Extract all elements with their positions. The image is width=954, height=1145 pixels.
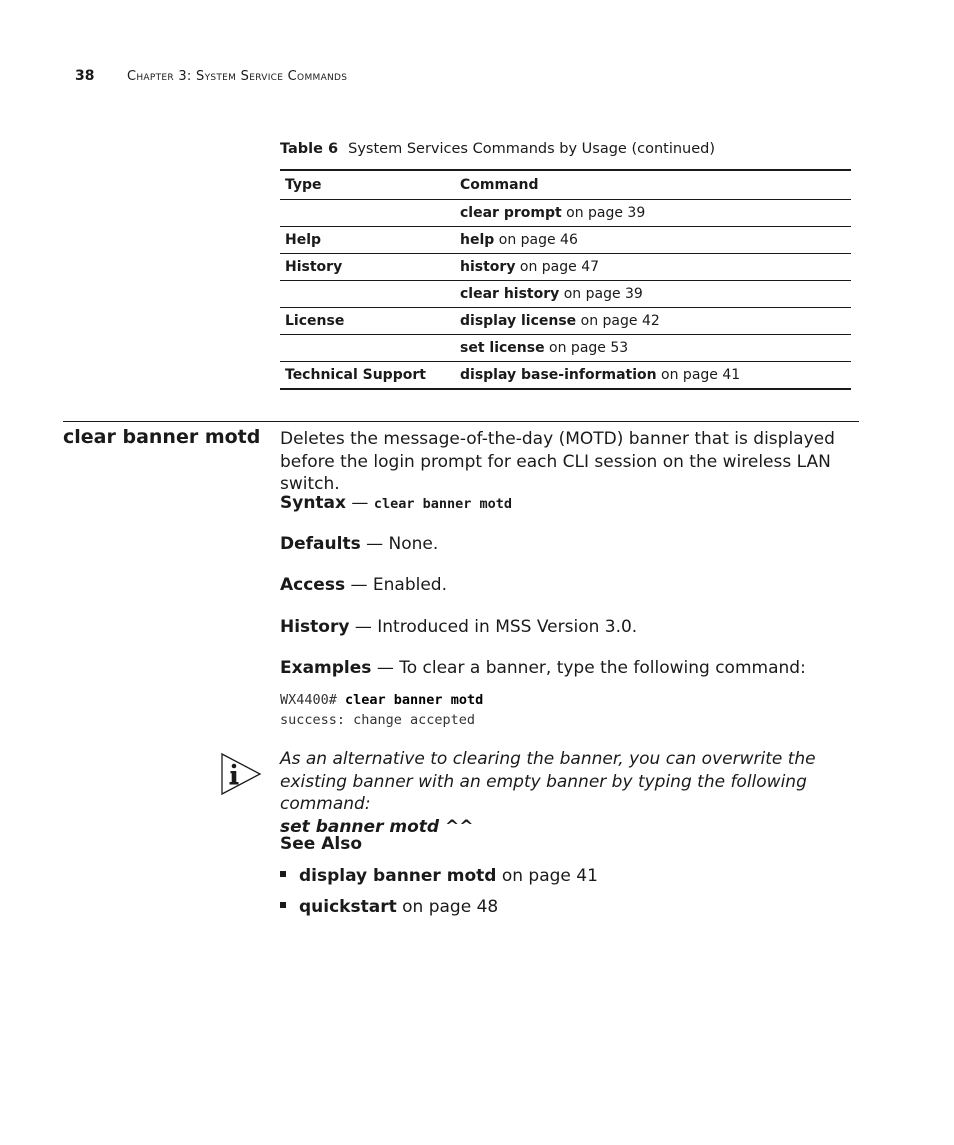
page-number: 38 <box>75 68 95 84</box>
table-row <box>280 227 851 254</box>
see-also-link[interactable]: quickstart <box>299 897 397 917</box>
page-ref: on page 46 <box>498 232 578 248</box>
table-row <box>280 254 851 281</box>
type-cell: Technical Support <box>285 367 426 383</box>
section-title: clear banner motd <box>63 426 261 448</box>
access-line <box>280 574 855 597</box>
page-ref: on page 53 <box>549 340 629 356</box>
page-ref: on page 41 <box>661 367 741 383</box>
defaults-line <box>280 533 855 556</box>
column-header-command: Command <box>460 177 539 193</box>
note-body: As an alternative to clearing the banner, you can overwrite the existing banner with an empty banner by typing the following command: <box>280 749 816 814</box>
code-output: success: change accepted <box>280 712 476 728</box>
table-header-row <box>280 170 851 200</box>
examples-line <box>280 657 855 680</box>
bullet-icon <box>280 902 286 908</box>
code-command: clear banner motd <box>345 692 484 708</box>
command-cell <box>455 335 851 362</box>
type-cell <box>280 281 455 308</box>
commands-table <box>280 169 851 390</box>
examples-label: Examples <box>280 658 372 678</box>
examples-text: — To clear a banner, type the following command: <box>371 658 806 678</box>
table-caption <box>280 141 715 157</box>
command-link[interactable]: set license <box>460 340 545 356</box>
command-link[interactable]: clear history <box>460 286 560 302</box>
info-icon <box>220 752 262 796</box>
table-row <box>280 362 851 390</box>
command-cell <box>455 227 851 254</box>
see-also-heading: See Also <box>280 834 363 854</box>
command-link[interactable]: history <box>460 259 516 275</box>
note-command: set banner motd ^^ <box>280 816 474 837</box>
access-label: Access <box>280 575 346 595</box>
syntax-command: clear banner motd <box>373 496 512 512</box>
type-cell <box>280 200 455 227</box>
table-row <box>280 308 851 335</box>
column-header-type: Type <box>285 177 322 193</box>
command-cell <box>455 308 851 335</box>
command-cell <box>455 200 851 227</box>
table-label: Table 6 <box>280 141 339 157</box>
see-also-ref: on page 48 <box>396 897 499 917</box>
syntax-line <box>280 492 855 516</box>
history-text: — Introduced in MSS Version 3.0. <box>349 617 638 637</box>
page-ref: on page 39 <box>563 286 643 302</box>
code-example <box>280 690 483 730</box>
command-link[interactable]: display license <box>460 313 577 329</box>
history-label: History <box>280 617 350 637</box>
code-line <box>280 690 483 710</box>
command-cell <box>455 362 851 390</box>
table-caption-text: System Services Commands by Usage (continued) <box>348 141 716 157</box>
page-ref: on page 39 <box>566 205 646 221</box>
syntax-label: Syntax <box>280 493 346 513</box>
bullet-icon <box>280 871 286 877</box>
list-item <box>280 864 598 895</box>
command-link[interactable]: display base-information <box>460 367 657 383</box>
page-ref: on page 42 <box>580 313 660 329</box>
table-row <box>280 335 851 362</box>
syntax-dash: — <box>346 493 374 513</box>
chapter-title: Chapter 3: System Service Commands <box>126 69 348 84</box>
note-text <box>280 748 855 838</box>
defaults-text: — None. <box>360 534 439 554</box>
section-description: Deletes the message-of-the-day (MOTD) banner that is displayed before the login prompt for each CLI session on the wireless LAN switch. <box>280 429 835 494</box>
table-row <box>280 200 851 227</box>
command-link[interactable]: clear prompt <box>460 205 562 221</box>
page-ref: on page 47 <box>519 259 600 275</box>
history-line <box>280 616 855 639</box>
command-cell <box>455 254 851 281</box>
code-prompt: WX4400# <box>280 692 346 708</box>
type-cell <box>280 335 455 362</box>
type-cell: Help <box>285 232 322 248</box>
list-item <box>280 895 598 926</box>
syntax-value <box>374 496 512 512</box>
see-also-ref: on page 41 <box>496 866 598 886</box>
access-text: — Enabled. <box>345 575 447 595</box>
table-row <box>280 281 851 308</box>
command-cell <box>455 281 851 308</box>
type-cell: History <box>285 259 343 275</box>
see-also-link[interactable]: display banner motd <box>299 866 497 886</box>
defaults-label: Defaults <box>280 534 361 554</box>
see-also-list <box>280 864 598 926</box>
section-divider <box>63 421 859 422</box>
command-link[interactable]: help <box>460 232 495 248</box>
type-cell: License <box>285 313 345 329</box>
page-header <box>75 68 347 84</box>
